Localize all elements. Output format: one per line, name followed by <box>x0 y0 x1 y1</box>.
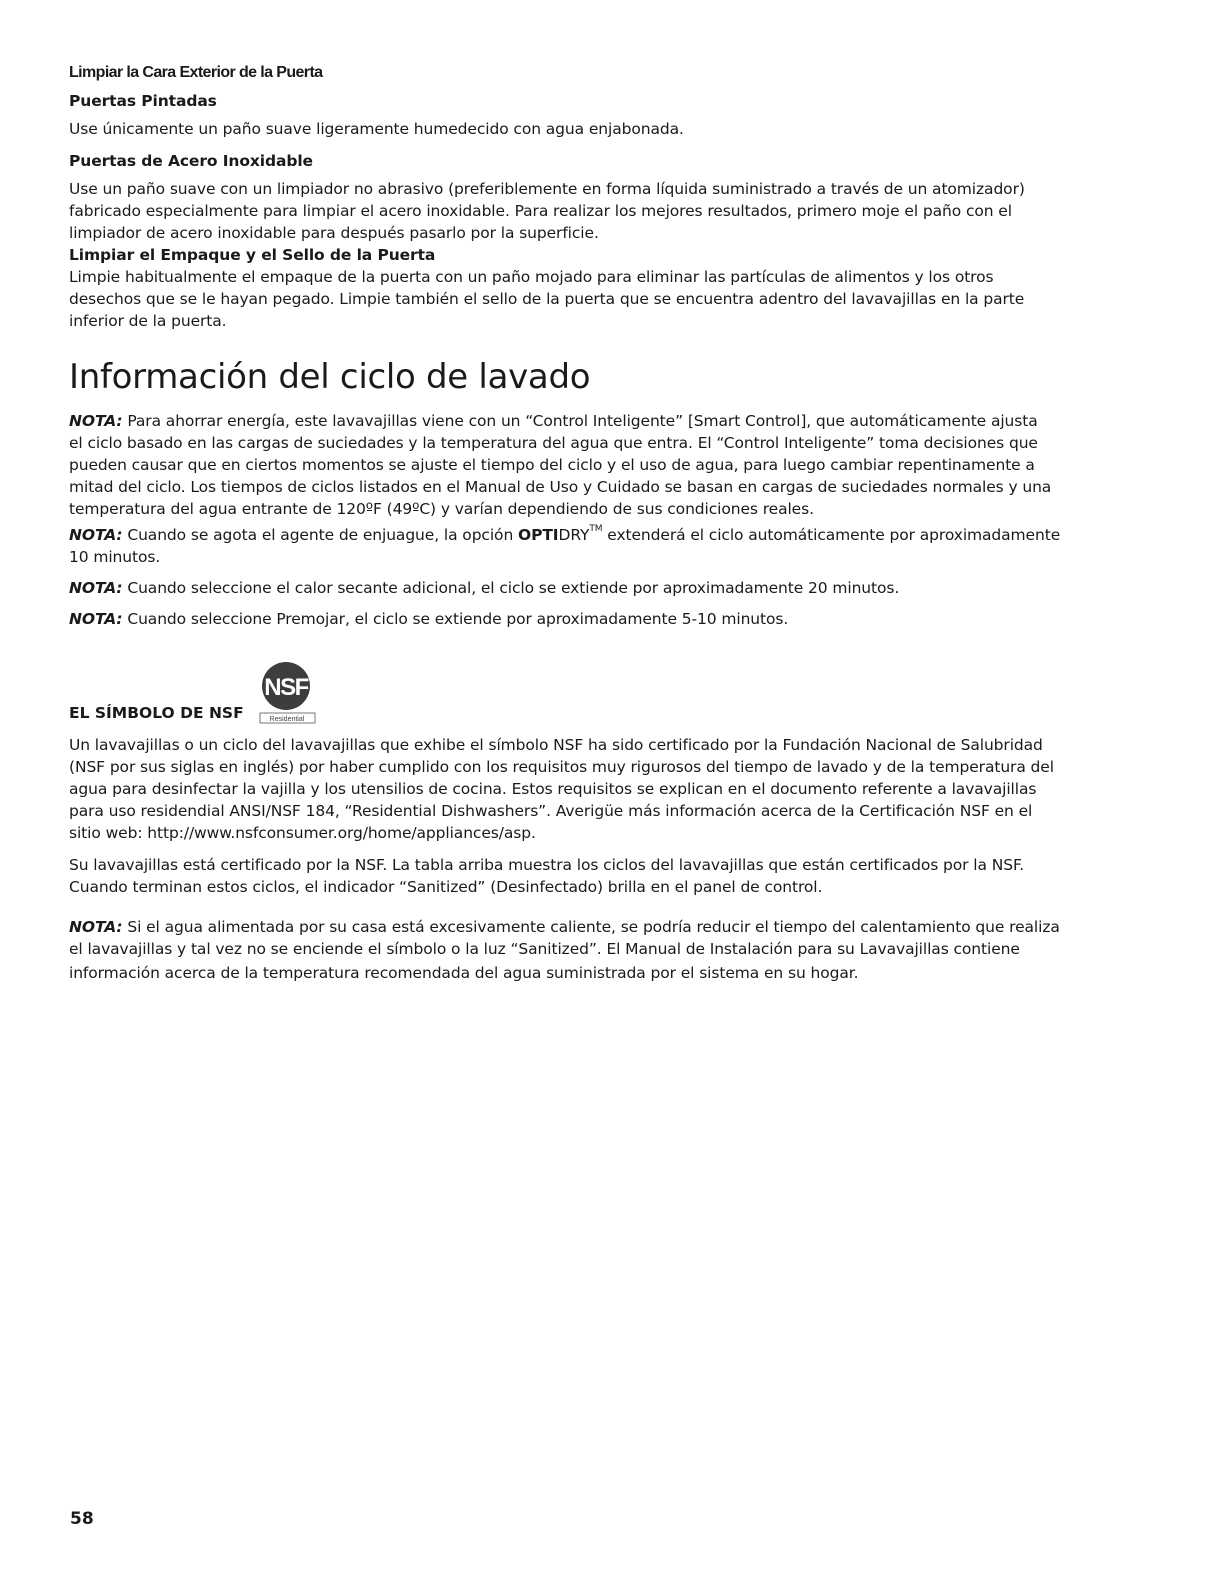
text-line: Cuando se agota el agente de enjuague, la opción <box>127 526 514 544</box>
text-line: información acerca de la temperatura recomendada del agua suministrada por el sistema en su hogar. <box>69 964 859 982</box>
optidry-brand-bold: OPTI <box>518 526 559 544</box>
steel-doors-heading: Puertas de Acero Inoxidable <box>69 152 313 170</box>
text-line: el lavavajillas y tal vez no se enciende el símbolo o la luz “Sanitized”. El Manual de Instalación para su Lavavajillas contiene <box>69 940 1020 958</box>
wash-cycle-heading: Información del ciclo de lavado <box>69 357 591 397</box>
text-line: Un lavavajillas o un ciclo del lavavajillas que exhibe el símbolo NSF ha sido certificado por la Fundación Nacional de Salubridad <box>69 736 1043 754</box>
text-line: Use un paño suave con un limpiador no abrasivo (preferiblemente en forma líquida suministrado a través de un atomizador) <box>69 180 1025 198</box>
text-line: Limpie habitualmente el empaque de la puerta con un paño mojado para eliminar las partículas de alimentos y los otros <box>69 268 994 286</box>
text-line: Si el agua alimentada por su casa está excesivamente caliente, se podría reducir el tiempo del calentamiento que realiza <box>127 918 1060 936</box>
note-label: NOTA: <box>69 579 123 597</box>
text-line: extenderá el ciclo automáticamente por aproximadamente <box>607 526 1061 544</box>
text-line: (NSF por sus siglas en inglés) por haber cumplido con los requisitos muy rigurosos del tiempo de lavado y de la temperatura del <box>69 758 1054 776</box>
nsf-logo-text: NSF <box>263 674 308 701</box>
text-line: Cuando seleccione Premojar, el ciclo se extiende por aproximadamente 5-10 minutos. <box>127 610 789 628</box>
nsf-heading-row <box>69 660 1069 724</box>
note-smart-control <box>69 410 1069 520</box>
note-label: NOTA: <box>69 526 123 544</box>
text-line: limpiador de acero inoxidable para después pasarlo por la superficie. <box>69 224 599 242</box>
nsf-paragraph-1 <box>69 734 1069 844</box>
note-heated-dry <box>69 577 1069 599</box>
note-label: NOTA: <box>69 918 123 936</box>
text-line: sitio web: http://www.nsfconsumer.org/home/appliances/asp. <box>69 824 536 842</box>
text-line: Cuando terminan estos ciclos, el indicador “Sanitized” (Desinfectado) brilla en el panel de control. <box>69 878 823 896</box>
note-label: NOTA: <box>69 610 123 628</box>
text-line: Su lavavajillas está certificado por la NSF. La tabla arriba muestra los ciclos del lavavajillas que están certificados por la NSF. <box>69 856 1025 874</box>
nsf-logo-graphic <box>258 662 318 724</box>
text-line: Para ahorrar energía, este lavavajillas viene con un “Control Inteligente” [Smart Control], que automáticamente ajusta <box>127 412 1038 430</box>
optidry-brand-rest: DRY <box>558 526 590 544</box>
section-title-door-exterior: Limpiar la Cara Exterior de la Puerta <box>69 64 323 81</box>
steel-doors-text <box>69 178 1069 244</box>
text-line: para uso residendial ANSI/NSF 184, “Residential Dishwashers”. Averigüe más información acerca de la Certificación NSF en el <box>69 802 1033 820</box>
text-line: 10 minutos. <box>69 548 161 566</box>
painted-doors-heading: Puertas Pintadas <box>69 92 217 110</box>
nsf-paragraph-2 <box>69 854 1069 898</box>
trademark-symbol: TM <box>589 524 603 534</box>
page-content <box>69 62 1069 984</box>
text-line: inferior de la puerta. <box>69 312 227 330</box>
nsf-logo <box>258 662 318 724</box>
gasket-heading: Limpiar el Empaque y el Sello de la Puerta <box>69 246 436 264</box>
text-line: pueden causar que en ciertos momentos se ajuste el tiempo del ciclo y el uso de agua, para luego cambiar repentinamente a <box>69 456 1035 474</box>
text-line: desechos que se le hayan pegado. Limpie también el sello de la puerta que se encuentra adentro del lavavajillas en la parte <box>69 290 1025 308</box>
gasket-text <box>69 266 1069 332</box>
note-presoak <box>69 608 1069 630</box>
nsf-logo-subtext: Residential <box>269 716 305 723</box>
painted-doors-text: Use únicamente un paño suave ligeramente humedecido con agua enjabonada. <box>69 120 684 138</box>
text-line: fabricado especialmente para limpiar el acero inoxidable. Para realizar los mejores resultados, primero moje el paño con el <box>69 202 1012 220</box>
nsf-note <box>69 916 1069 984</box>
nsf-heading: EL SÍMBOLO DE NSF <box>69 704 244 722</box>
note-label: NOTA: <box>69 412 123 430</box>
note-optidry <box>69 524 1069 568</box>
text-line: el ciclo basado en las cargas de suciedades y la temperatura del agua que entra. El “Control Inteligente” toma decisiones que <box>69 434 1038 452</box>
text-line: Cuando seleccione el calor secante adicional, el ciclo se extiende por aproximadamente 20 minutos. <box>127 579 900 597</box>
text-line: agua para desinfectar la vajilla y los utensilios de cocina. Estos requisitos se explican en el documento referente a lavavajillas <box>69 780 1037 798</box>
text-line: mitad del ciclo. Los tiempos de ciclos listados en el Manual de Uso y Cuidado se basan en cargas de suciedades normales y una <box>69 478 1052 496</box>
text-line: temperatura del agua entrante de 120ºF (49ºC) y varían dependiendo de sus condiciones reales. <box>69 500 814 518</box>
page-number: 58 <box>70 1509 94 1529</box>
